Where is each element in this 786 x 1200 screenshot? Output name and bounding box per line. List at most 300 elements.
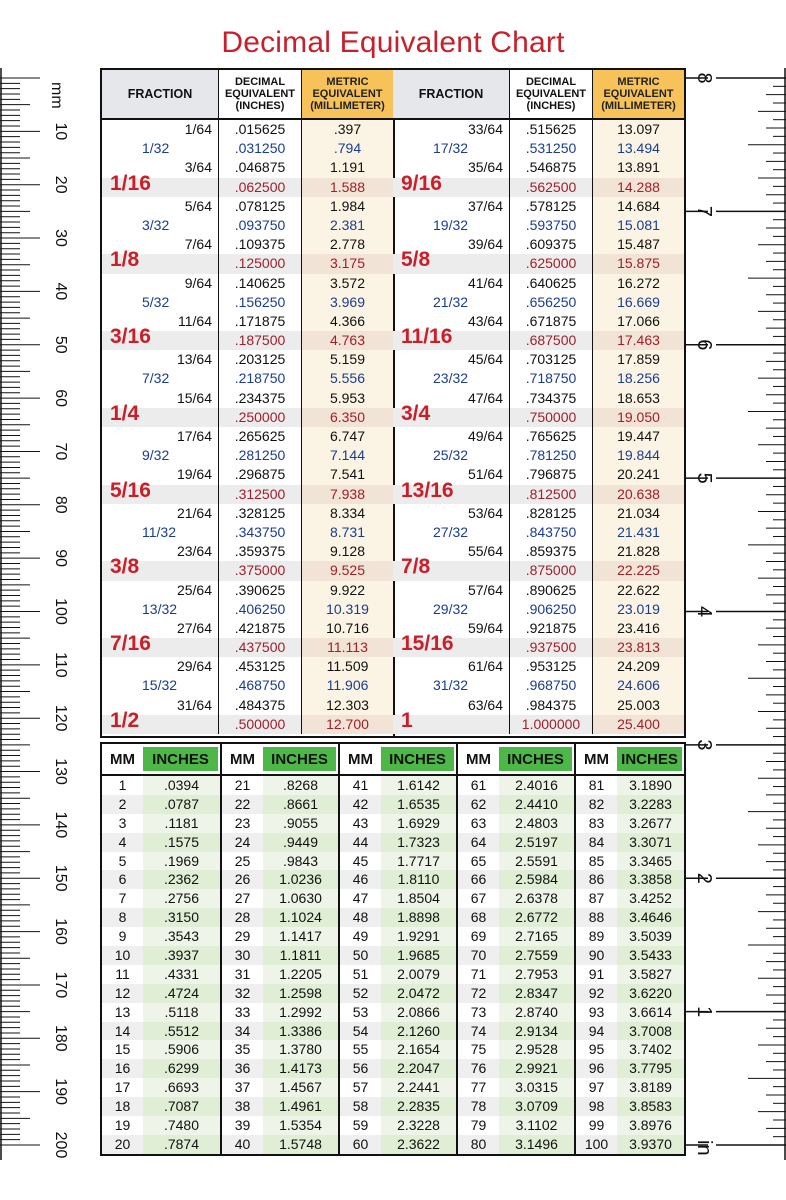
fraction-table bbox=[100, 68, 686, 738]
fraction-row bbox=[102, 325, 393, 350]
metric-cell: 11.906 bbox=[302, 676, 393, 695]
decimal-cell: .734375 bbox=[510, 389, 593, 408]
inches-cell: 1.5354 bbox=[263, 1116, 338, 1135]
inches-cell: .2362 bbox=[143, 870, 220, 889]
mm-cell: 98 bbox=[576, 1097, 617, 1116]
decimal-cell: .468750 bbox=[219, 676, 302, 695]
decimal-header: DECIMAL EQUIVALENT (INCHES) bbox=[510, 70, 593, 118]
inches-cell: 1.5748 bbox=[263, 1135, 338, 1154]
metric-cell: 12.303 bbox=[302, 696, 393, 715]
fraction-row bbox=[102, 235, 393, 254]
metric-cell: 9.128 bbox=[302, 542, 393, 561]
mm-row bbox=[102, 1116, 220, 1135]
mm-row bbox=[576, 1078, 684, 1097]
fraction-cell bbox=[393, 325, 510, 350]
mm-cell: 2 bbox=[102, 795, 143, 814]
inches-cell: 2.9921 bbox=[499, 1059, 574, 1078]
mm-row bbox=[458, 889, 574, 908]
mm-row bbox=[576, 1040, 684, 1059]
inches-header: INCHES bbox=[143, 747, 218, 771]
mm-row bbox=[576, 927, 684, 946]
mm-table-group bbox=[102, 744, 220, 1154]
mm-cell: 92 bbox=[576, 984, 617, 1003]
ruler-label: 70 bbox=[52, 442, 69, 461]
fraction-row bbox=[393, 401, 684, 427]
fraction-row bbox=[393, 478, 684, 504]
inches-cell: .9449 bbox=[263, 833, 338, 852]
inches-cell: 2.4803 bbox=[499, 814, 574, 833]
decimal-cell: .140625 bbox=[219, 274, 302, 293]
inches-cell: 3.9370 bbox=[617, 1135, 684, 1154]
mm-header: MM bbox=[230, 750, 255, 768]
metric-cell: 16.272 bbox=[593, 274, 684, 293]
inch-ruler bbox=[686, 0, 786, 1200]
mm-cell: 65 bbox=[470, 852, 487, 869]
inches-cell: .7480 bbox=[143, 1116, 220, 1135]
ruler-label: 1 bbox=[693, 1006, 715, 1018]
fraction-row bbox=[102, 120, 393, 139]
mm-row bbox=[458, 927, 574, 946]
fraction-row bbox=[393, 523, 684, 542]
mm-cell: 66 bbox=[458, 870, 499, 889]
fraction-cell bbox=[102, 293, 219, 312]
mm-cell: 51 bbox=[352, 965, 369, 982]
fraction-value: 21/32 bbox=[433, 293, 469, 310]
fraction-row bbox=[393, 274, 684, 293]
mm-row bbox=[102, 946, 220, 965]
fraction-row bbox=[102, 657, 393, 676]
ruler-label: 180 bbox=[52, 1024, 69, 1052]
inches-cell: 3.7402 bbox=[617, 1040, 684, 1059]
metric-cell: 1.588 bbox=[302, 178, 393, 197]
fraction-cell bbox=[393, 369, 510, 388]
fraction-value: 17/32 bbox=[433, 140, 469, 157]
fraction-value: 3/16 bbox=[110, 325, 151, 349]
mm-cell: 68 bbox=[458, 908, 499, 927]
inches-cell: 1.6142 bbox=[381, 776, 456, 795]
fraction-row bbox=[102, 504, 393, 523]
decimal-cell: .156250 bbox=[219, 293, 302, 312]
fraction-value: 1/64 bbox=[184, 121, 212, 137]
mm-row bbox=[576, 852, 684, 871]
fraction-row bbox=[102, 427, 393, 446]
fraction-row bbox=[102, 216, 393, 235]
mm-cell: 86 bbox=[576, 870, 617, 889]
inches-cell: 2.0079 bbox=[381, 965, 456, 984]
fraction-row bbox=[393, 542, 684, 561]
mm-row bbox=[102, 1040, 220, 1059]
metric-cell: 10.716 bbox=[302, 619, 393, 638]
mm-cell: 74 bbox=[458, 1022, 499, 1041]
inches-cell: .3150 bbox=[143, 908, 220, 927]
mm-row bbox=[222, 908, 338, 927]
inches-cell: 1.8110 bbox=[381, 870, 456, 889]
fraction-cell bbox=[102, 197, 219, 216]
inches-cell: .3937 bbox=[143, 946, 220, 965]
metric-cell: 18.653 bbox=[593, 389, 684, 408]
fraction-row bbox=[102, 555, 393, 580]
metric-cell: 3.969 bbox=[302, 293, 393, 312]
fraction-table-header bbox=[393, 70, 684, 120]
metric-cell: 9.922 bbox=[302, 581, 393, 600]
mm-row bbox=[222, 870, 338, 889]
mm-row bbox=[458, 984, 574, 1003]
inches-cell: 2.9528 bbox=[499, 1040, 574, 1059]
mm-row bbox=[576, 984, 684, 1003]
fraction-value: 3/32 bbox=[142, 216, 170, 233]
fraction-value: 43/64 bbox=[467, 312, 503, 329]
mm-row bbox=[340, 1003, 456, 1022]
mm-row bbox=[102, 1078, 220, 1097]
inches-cell: .3543 bbox=[143, 927, 220, 946]
mm-row bbox=[340, 1059, 456, 1078]
fraction-cell bbox=[393, 293, 510, 312]
mm-row bbox=[222, 1003, 338, 1022]
fraction-value: 23/32 bbox=[433, 370, 469, 387]
fraction-cell bbox=[393, 446, 510, 465]
metric-cell: 8.731 bbox=[302, 523, 393, 542]
metric-header: METRIC EQUIVALENT (MILLIMETER) bbox=[593, 70, 684, 118]
fraction-value: 3/4 bbox=[401, 401, 431, 425]
mm-row bbox=[458, 1022, 574, 1041]
mm-row bbox=[458, 795, 574, 814]
fraction-value: 55/64 bbox=[467, 543, 503, 560]
inches-cell: .0787 bbox=[143, 795, 220, 814]
mm-row bbox=[576, 795, 684, 814]
decimal-cell: .843750 bbox=[510, 523, 593, 542]
fraction-row bbox=[393, 293, 684, 312]
metric-cell: 22.622 bbox=[593, 581, 684, 600]
metric-cell: 1.191 bbox=[302, 158, 393, 177]
fraction-cell bbox=[393, 216, 510, 235]
inches-cell: 2.7165 bbox=[499, 927, 574, 946]
mm-header: MM bbox=[584, 750, 609, 768]
inches-cell: .5906 bbox=[143, 1040, 220, 1059]
inches-cell: 3.3858 bbox=[617, 870, 684, 889]
mm-row bbox=[458, 1078, 574, 1097]
mm-row bbox=[340, 1116, 456, 1135]
mm-row bbox=[340, 1022, 456, 1041]
mm-cell: 8 bbox=[102, 908, 143, 927]
mm-cell: 3 bbox=[118, 814, 127, 831]
inches-cell: 3.2283 bbox=[617, 795, 684, 814]
mm-row bbox=[222, 814, 338, 833]
decimal-cell: .953125 bbox=[510, 657, 593, 676]
metric-cell: 13.891 bbox=[593, 158, 684, 177]
fraction-value: 15/32 bbox=[142, 677, 178, 694]
inches-cell: 1.2992 bbox=[263, 1003, 338, 1022]
inches-cell: 2.7953 bbox=[499, 965, 574, 984]
mm-cell: 11 bbox=[115, 965, 130, 982]
mm-cell: 22 bbox=[222, 795, 263, 814]
mm-row bbox=[458, 1135, 574, 1154]
fraction-cell bbox=[393, 248, 510, 273]
mm-cell: 27 bbox=[234, 890, 251, 907]
fraction-cell bbox=[393, 274, 510, 293]
inches-cell: 1.6535 bbox=[381, 795, 456, 814]
fraction-row bbox=[393, 446, 684, 465]
mm-cell: 88 bbox=[576, 908, 617, 927]
mm-cell: 5 bbox=[118, 852, 127, 869]
metric-cell: 19.447 bbox=[593, 427, 684, 446]
decimal-cell: .921875 bbox=[510, 619, 593, 638]
fraction-table-left bbox=[102, 70, 395, 736]
mm-row bbox=[102, 1097, 220, 1116]
metric-cell: 6.747 bbox=[302, 427, 393, 446]
mm-cell: 99 bbox=[588, 1117, 605, 1134]
fraction-cell bbox=[102, 632, 219, 657]
fraction-row bbox=[102, 293, 393, 312]
fraction-row bbox=[102, 632, 393, 657]
mm-row bbox=[458, 1116, 574, 1135]
mm-row bbox=[222, 1097, 338, 1116]
fraction-cell bbox=[393, 581, 510, 600]
mm-cell: 38 bbox=[222, 1097, 263, 1116]
fraction-cell bbox=[393, 171, 510, 197]
mm-cell: 21 bbox=[234, 777, 251, 793]
ruler-label: 40 bbox=[52, 282, 69, 301]
fraction-value: 39/64 bbox=[467, 236, 503, 253]
metric-cell: 10.319 bbox=[302, 600, 393, 619]
fraction-cell bbox=[102, 708, 219, 734]
fraction-value: 1/4 bbox=[110, 401, 140, 425]
inches-cell: 3.6220 bbox=[617, 984, 684, 1003]
inches-cell: 2.2835 bbox=[381, 1097, 456, 1116]
inches-cell: 3.4646 bbox=[617, 908, 684, 927]
mm-header: MM bbox=[466, 750, 491, 768]
mm-row bbox=[340, 852, 456, 871]
fraction-value: 35/64 bbox=[467, 159, 503, 176]
inches-cell: 1.1811 bbox=[263, 946, 338, 965]
fraction-value: 21/64 bbox=[176, 504, 212, 521]
inches-cell: 3.0315 bbox=[499, 1078, 574, 1097]
fraction-cell bbox=[393, 555, 510, 580]
mm-cell: 48 bbox=[340, 908, 381, 927]
mm-cell: 17 bbox=[114, 1079, 131, 1096]
fraction-table-right bbox=[393, 70, 684, 736]
mm-cell: 40 bbox=[222, 1135, 263, 1154]
mm-cell: 62 bbox=[458, 795, 499, 814]
mm-row bbox=[458, 814, 574, 833]
mm-header: MM bbox=[110, 750, 135, 768]
mm-row bbox=[458, 908, 574, 927]
inches-cell: 3.7795 bbox=[617, 1059, 684, 1078]
metric-cell: 24.606 bbox=[593, 676, 684, 695]
inches-cell: 2.5197 bbox=[499, 833, 574, 852]
fraction-row bbox=[393, 427, 684, 446]
fraction-row bbox=[393, 600, 684, 619]
mm-cell: 60 bbox=[340, 1135, 381, 1154]
fraction-value: 27/64 bbox=[176, 619, 212, 636]
mm-row bbox=[340, 965, 456, 984]
mm-cell: 43 bbox=[352, 814, 369, 831]
mm-row bbox=[222, 889, 338, 908]
fraction-value: 25/32 bbox=[433, 447, 469, 464]
mm-row bbox=[576, 946, 684, 965]
mm-row bbox=[458, 965, 574, 984]
metric-cell: 20.241 bbox=[593, 465, 684, 484]
fraction-header: FRACTION bbox=[393, 70, 510, 118]
fraction-value: 17/64 bbox=[176, 428, 212, 444]
metric-cell: 3.572 bbox=[302, 274, 393, 293]
metric-cell: .397 bbox=[302, 120, 393, 139]
metric-cell: 13.097 bbox=[593, 120, 684, 139]
mm-row bbox=[102, 776, 220, 795]
mm-row bbox=[576, 1116, 684, 1135]
decimal-cell: .187500 bbox=[219, 331, 302, 350]
mm-cell: 93 bbox=[588, 1003, 605, 1020]
decimal-cell: .718750 bbox=[510, 369, 593, 388]
decimal-cell: .640625 bbox=[510, 274, 593, 293]
inches-cell: .6693 bbox=[143, 1078, 220, 1097]
mm-cell: 82 bbox=[576, 795, 617, 814]
metric-cell: 20.638 bbox=[593, 485, 684, 504]
fraction-row bbox=[393, 555, 684, 580]
inches-cell: 3.1496 bbox=[499, 1135, 574, 1154]
mm-row bbox=[458, 776, 574, 795]
metric-cell: 7.144 bbox=[302, 446, 393, 465]
decimal-cell: .859375 bbox=[510, 542, 593, 561]
metric-cell: 23.019 bbox=[593, 600, 684, 619]
decimal-cell: .578125 bbox=[510, 197, 593, 216]
fraction-value: 29/64 bbox=[176, 658, 212, 675]
mm-row bbox=[458, 1040, 574, 1059]
fraction-value: 15/64 bbox=[176, 389, 212, 406]
mm-cell: 73 bbox=[470, 1003, 487, 1020]
inches-cell: .9055 bbox=[263, 814, 338, 833]
mm-cell: 64 bbox=[458, 833, 499, 852]
fraction-value: 7/32 bbox=[142, 370, 170, 387]
ruler-label: 120 bbox=[52, 704, 69, 732]
decimal-cell: .421875 bbox=[219, 619, 302, 638]
metric-header: METRIC EQUIVALENT (MILLIMETER) bbox=[302, 70, 393, 118]
decimal-cell: .171875 bbox=[219, 312, 302, 331]
fraction-cell bbox=[393, 708, 510, 734]
fraction-value: 45/64 bbox=[467, 351, 503, 368]
ruler-unit-label: mm bbox=[48, 82, 65, 109]
fraction-cell bbox=[102, 369, 219, 388]
inches-cell: 1.4173 bbox=[263, 1059, 338, 1078]
decimal-cell: .125000 bbox=[219, 254, 302, 273]
fraction-cell bbox=[102, 446, 219, 465]
decimal-cell: .703125 bbox=[510, 350, 593, 369]
decimal-cell: .234375 bbox=[219, 389, 302, 408]
ruler-label: 3 bbox=[693, 739, 715, 751]
fraction-cell bbox=[102, 325, 219, 350]
mm-cell: 52 bbox=[340, 984, 381, 1003]
ruler-label: 160 bbox=[52, 918, 69, 945]
decimal-cell: .796875 bbox=[510, 465, 593, 484]
mm-row bbox=[340, 908, 456, 927]
fraction-cell bbox=[393, 139, 510, 158]
metric-cell: 3.175 bbox=[302, 254, 393, 273]
decimal-cell: .296875 bbox=[219, 465, 302, 484]
decimal-cell: .343750 bbox=[219, 523, 302, 542]
mm-row bbox=[576, 776, 684, 795]
inches-header: INCHES bbox=[381, 747, 454, 771]
fraction-row bbox=[102, 696, 393, 715]
inches-cell: 3.6614 bbox=[617, 1003, 684, 1022]
metric-cell: 17.066 bbox=[593, 312, 684, 331]
mm-row bbox=[458, 1097, 574, 1116]
fraction-row bbox=[393, 389, 684, 408]
mm-row bbox=[576, 1022, 684, 1041]
decimal-cell: .500000 bbox=[219, 715, 302, 734]
inches-cell: 1.6929 bbox=[381, 814, 456, 833]
mm-row bbox=[340, 814, 456, 833]
mm-cell: 35 bbox=[234, 1041, 251, 1058]
inches-cell: 2.5591 bbox=[499, 852, 574, 871]
mm-cell: 31 bbox=[234, 965, 251, 982]
inches-cell: 3.7008 bbox=[617, 1022, 684, 1041]
metric-cell: 5.953 bbox=[302, 389, 393, 408]
inches-cell: .1969 bbox=[143, 852, 220, 871]
metric-cell: 16.669 bbox=[593, 293, 684, 312]
decimal-cell: .656250 bbox=[510, 293, 593, 312]
mm-row bbox=[340, 1078, 456, 1097]
fraction-row bbox=[393, 369, 684, 388]
ruler-label: 2 bbox=[693, 872, 715, 884]
fraction-row bbox=[393, 325, 684, 350]
mm-row bbox=[102, 1022, 220, 1041]
metric-cell: 15.875 bbox=[593, 254, 684, 273]
mm-row bbox=[102, 795, 220, 814]
mm-table-header bbox=[102, 744, 220, 776]
fraction-cell bbox=[102, 427, 219, 446]
metric-cell: 21.431 bbox=[593, 523, 684, 542]
fraction-cell bbox=[102, 657, 219, 676]
mm-cell: 90 bbox=[576, 946, 617, 965]
mm-row bbox=[222, 1116, 338, 1135]
mm-row bbox=[458, 946, 574, 965]
mm-cell: 53 bbox=[352, 1003, 369, 1020]
decimal-cell: .968750 bbox=[510, 676, 593, 695]
metric-cell: 17.463 bbox=[593, 331, 684, 350]
metric-cell: 13.494 bbox=[593, 139, 684, 158]
ruler-label: 4 bbox=[693, 605, 715, 618]
mm-cell: 32 bbox=[222, 984, 263, 1003]
fraction-row bbox=[102, 248, 393, 273]
mm-cell: 20 bbox=[102, 1135, 143, 1154]
fraction-value: 9/16 bbox=[401, 171, 442, 195]
inches-cell: 2.5984 bbox=[499, 870, 574, 889]
metric-ruler bbox=[0, 0, 100, 1200]
mm-table-group bbox=[220, 744, 338, 1154]
fraction-table-header bbox=[102, 70, 393, 120]
inches-cell: .8661 bbox=[263, 795, 338, 814]
mm-table-group bbox=[338, 744, 456, 1154]
decimal-header: DECIMAL EQUIVALENT (INCHES) bbox=[219, 70, 302, 118]
mm-cell: 47 bbox=[352, 890, 369, 907]
inches-cell: 2.6772 bbox=[499, 908, 574, 927]
mm-cell: 34 bbox=[222, 1022, 263, 1041]
fraction-value: 3/8 bbox=[110, 555, 140, 579]
inches-cell: 3.5433 bbox=[617, 946, 684, 965]
mm-cell: 29 bbox=[234, 928, 251, 945]
mm-row bbox=[340, 984, 456, 1003]
metric-cell: 18.256 bbox=[593, 369, 684, 388]
inches-cell: 3.5827 bbox=[617, 965, 684, 984]
fraction-cell bbox=[102, 274, 219, 293]
inches-cell: 2.7559 bbox=[499, 946, 574, 965]
mm-cell: 18 bbox=[102, 1097, 143, 1116]
mm-row bbox=[222, 1135, 338, 1154]
metric-cell: 14.288 bbox=[593, 178, 684, 197]
mm-row bbox=[102, 814, 220, 833]
mm-row bbox=[102, 984, 220, 1003]
mm-row bbox=[340, 795, 456, 814]
inches-cell: 3.4252 bbox=[617, 889, 684, 908]
